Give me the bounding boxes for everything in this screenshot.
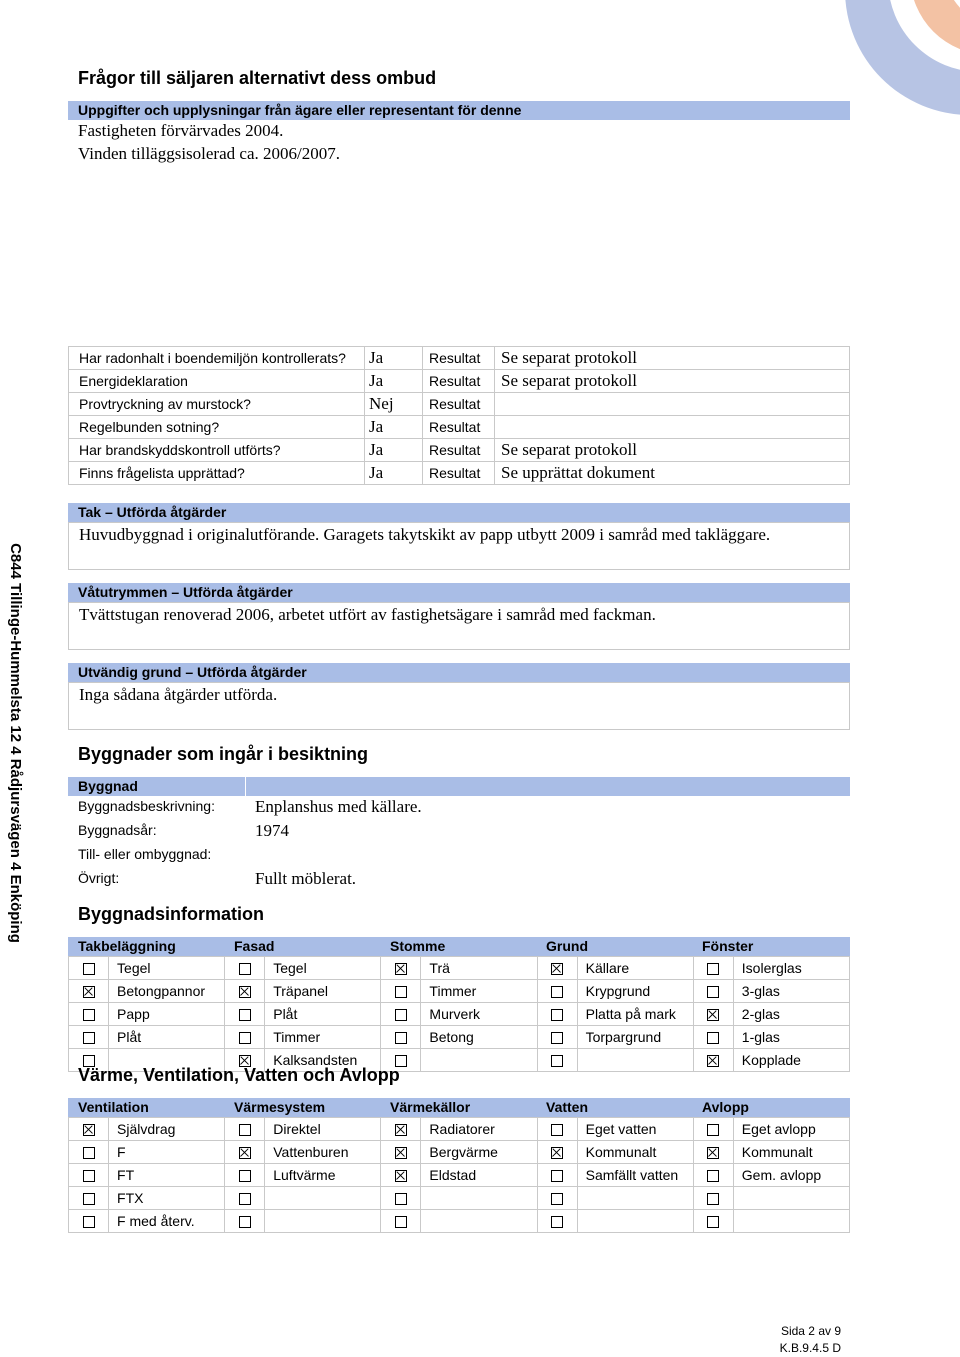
hvac-option-label: F med återv. [109, 1210, 225, 1233]
building-info-checkbox-cell [225, 957, 265, 980]
hvac-option-label: Gem. avlopp [733, 1164, 849, 1187]
checkbox-icon[interactable] [395, 1032, 407, 1044]
checkbox-icon[interactable] [83, 1147, 95, 1159]
check-result-label: Resultat [423, 370, 495, 393]
check-answer: Ja [365, 439, 423, 462]
building-info-column-header: Takbeläggning [78, 938, 176, 954]
check-answer: Ja [365, 370, 423, 393]
checkbox-icon[interactable] [239, 1009, 251, 1021]
checkbox-icon[interactable] [551, 1193, 563, 1205]
hvac-checkbox-cell [381, 1141, 421, 1164]
check-result: Se separat protokoll [495, 347, 850, 370]
owner-line-2: Vinden tilläggsisolerad ca. 2006/2007. [78, 144, 340, 163]
checked-checkbox-icon[interactable] [707, 1009, 719, 1021]
checkbox-icon[interactable] [707, 1216, 719, 1228]
hvac-checkbox-cell [69, 1210, 109, 1233]
checkbox-icon[interactable] [83, 1216, 95, 1228]
hvac-checkbox-cell [693, 1164, 733, 1187]
check-row [69, 370, 850, 393]
building-info-option-label [421, 1049, 537, 1072]
hvac-checkbox-cell [381, 1210, 421, 1233]
building-info-column-header: Fönster [702, 938, 754, 954]
check-question: Har brandskyddskontroll utförts? [69, 439, 365, 462]
building-info-checkbox-cell [537, 980, 577, 1003]
building-info-checkbox-cell [381, 980, 421, 1003]
hvac-checkbox-cell [69, 1141, 109, 1164]
building-field-label: Till- eller ombyggnad: [78, 846, 212, 862]
hvac-checkbox-cell [69, 1118, 109, 1141]
hvac-column-header: Ventilation [78, 1099, 149, 1115]
check-answer: Nej [365, 393, 423, 416]
checkbox-icon[interactable] [83, 1170, 95, 1182]
page-title: Frågor till säljaren alternativt dess ombud [78, 68, 437, 88]
building-info-option-label: Träpanel [265, 980, 381, 1003]
hvac-row [69, 1141, 850, 1164]
foundation-measures-box [68, 682, 850, 730]
checked-checkbox-icon[interactable] [83, 1124, 95, 1136]
hvac-header [68, 1098, 850, 1117]
hvac-option-label: Eget vatten [577, 1118, 693, 1141]
building-info-row [69, 957, 850, 980]
building-field-value: 1974 [255, 821, 289, 840]
building-info-header [68, 937, 850, 956]
checkbox-icon[interactable] [707, 1193, 719, 1205]
building-field-value: Enplanshus med källare. [255, 797, 422, 816]
checked-checkbox-icon[interactable] [707, 1147, 719, 1159]
hvac-table [68, 1117, 850, 1233]
checkbox-icon[interactable] [83, 1193, 95, 1205]
checkbox-icon[interactable] [83, 963, 95, 975]
checked-checkbox-icon[interactable] [83, 986, 95, 998]
checkbox-icon[interactable] [707, 1032, 719, 1044]
checkbox-icon[interactable] [551, 986, 563, 998]
roof-measures-text: Huvudbyggnad i originalutförande. Garagets takytskikt av papp utbytt 2009 i samråd med takläggare. [79, 525, 771, 544]
hvac-row [69, 1164, 850, 1187]
checkbox-icon[interactable] [83, 1032, 95, 1044]
building-info-row [69, 980, 850, 1003]
checkbox-icon[interactable] [551, 1216, 563, 1228]
building-info-option-label: Timmer [421, 980, 537, 1003]
building-info-checkbox-cell [537, 957, 577, 980]
building-info-checkbox-cell [693, 957, 733, 980]
checked-checkbox-icon[interactable] [395, 963, 407, 975]
hvac-checkbox-cell [381, 1164, 421, 1187]
hvac-checkbox-cell [225, 1141, 265, 1164]
side-document-label: C844 Tillinge-Hummelsta 12 4 Rådjursvägen 4 Enköping [7, 543, 24, 943]
owner-line-1: Fastigheten förvärvades 2004. [78, 121, 284, 140]
checkbox-icon[interactable] [239, 1170, 251, 1182]
building-info-checkbox-cell [693, 1026, 733, 1049]
hvac-checkbox-cell [69, 1187, 109, 1210]
wetroom-measures-header: Våtutrymmen – Utförda åtgärder [68, 583, 850, 602]
checkbox-icon[interactable] [83, 1009, 95, 1021]
building-info-option-label: Torpargrund [577, 1026, 693, 1049]
building-info-checkbox-cell [225, 980, 265, 1003]
hvac-checkbox-cell [537, 1164, 577, 1187]
building-info-checkbox-cell [225, 1026, 265, 1049]
hvac-option-label: Direktel [265, 1118, 381, 1141]
building-info-checkbox-cell [381, 1003, 421, 1026]
checked-checkbox-icon[interactable] [551, 1147, 563, 1159]
building-info-checkbox-cell [537, 1049, 577, 1072]
hvac-checkbox-cell [225, 1118, 265, 1141]
check-question: Provtryckning av murstock? [69, 393, 365, 416]
roof-measures-header: Tak – Utförda åtgärder [68, 503, 850, 522]
hvac-option-label [265, 1187, 381, 1210]
building-info-option-label: Kalksandsten [265, 1049, 381, 1072]
check-answer: Ja [365, 416, 423, 439]
building-info-option-label: Trä [421, 957, 537, 980]
check-result-label: Resultat [423, 393, 495, 416]
check-result-label: Resultat [423, 439, 495, 462]
building-info-table [68, 956, 850, 1072]
checked-checkbox-icon[interactable] [395, 1147, 407, 1159]
hvac-checkbox-cell [225, 1187, 265, 1210]
building-info-option-label: 1-glas [733, 1026, 849, 1049]
building-info-option-label [577, 1049, 693, 1072]
hvac-option-label [265, 1210, 381, 1233]
building-info-column-header: Stomme [390, 938, 446, 954]
building-info-option-label: Tegel [109, 957, 225, 980]
building-info-checkbox-cell [381, 957, 421, 980]
hvac-option-label: Självdrag [109, 1118, 225, 1141]
hvac-option-label: F [109, 1141, 225, 1164]
check-question: Finns frågelista upprättad? [69, 462, 365, 485]
building-info-checkbox-cell [537, 1026, 577, 1049]
checked-checkbox-icon[interactable] [707, 1055, 719, 1067]
hvac-option-label [421, 1187, 537, 1210]
checkbox-icon[interactable] [707, 986, 719, 998]
checkbox-icon[interactable] [395, 1009, 407, 1021]
building-info-row [69, 1003, 850, 1026]
hvac-checkbox-cell [693, 1187, 733, 1210]
hvac-option-label: Bergvärme [421, 1141, 537, 1164]
hvac-option-label [577, 1210, 693, 1233]
check-result-label: Resultat [423, 462, 495, 485]
check-result: Se separat protokoll [495, 370, 850, 393]
hvac-title: Värme, Ventilation, Vatten och Avlopp [78, 1065, 400, 1085]
check-row [69, 347, 850, 370]
checkbox-icon[interactable] [395, 1216, 407, 1228]
check-result: Se upprättat dokument [495, 462, 850, 485]
hvac-checkbox-cell [69, 1164, 109, 1187]
building-info-column-header: Grund [546, 938, 588, 954]
building-info-option-label: Papp [109, 1003, 225, 1026]
hvac-option-label: FT [109, 1164, 225, 1187]
hvac-option-label: Luftvärme [265, 1164, 381, 1187]
building-info-option-label: Tegel [265, 957, 381, 980]
hvac-option-label: Samfällt vatten [577, 1164, 693, 1187]
check-row [69, 439, 850, 462]
checkbox-icon[interactable] [551, 1055, 563, 1067]
hvac-row [69, 1118, 850, 1141]
hvac-column-header: Värmekällor [390, 1099, 471, 1115]
building-info-checkbox-cell [69, 1026, 109, 1049]
building-info-option-label: Källare [577, 957, 693, 980]
hvac-option-label: Vattenburen [265, 1141, 381, 1164]
checked-checkbox-icon[interactable] [239, 1147, 251, 1159]
hvac-option-label [577, 1187, 693, 1210]
checked-checkbox-icon[interactable] [551, 963, 563, 975]
building-info-checkbox-cell [69, 980, 109, 1003]
hvac-checkbox-cell [693, 1141, 733, 1164]
building-info-checkbox-cell [537, 1003, 577, 1026]
checkbox-icon[interactable] [551, 1009, 563, 1021]
hvac-checkbox-cell [693, 1210, 733, 1233]
building-info-option-label: Betongpannor [109, 980, 225, 1003]
building-info-option-label: 3-glas [733, 980, 849, 1003]
hvac-checkbox-cell [225, 1210, 265, 1233]
hvac-checkbox-cell [693, 1118, 733, 1141]
checks-table [68, 346, 850, 485]
checkbox-icon[interactable] [239, 1216, 251, 1228]
hvac-checkbox-cell [381, 1118, 421, 1141]
check-question: Har radonhalt i boendemiljön kontrollerats? [69, 347, 365, 370]
foundation-measures-text: Inga sådana åtgärder utförda. [79, 685, 278, 704]
hvac-checkbox-cell [537, 1187, 577, 1210]
roof-measures-box [68, 522, 850, 570]
check-answer: Ja [365, 462, 423, 485]
buildings-header: Byggnad [68, 777, 850, 796]
checkbox-icon[interactable] [707, 1170, 719, 1182]
checkbox-icon[interactable] [395, 986, 407, 998]
building-info-option-label: Betong [421, 1026, 537, 1049]
check-row [69, 462, 850, 485]
building-info-option-label: Timmer [265, 1026, 381, 1049]
building-info-title: Byggnadsinformation [78, 904, 265, 924]
checked-checkbox-icon[interactable] [395, 1170, 407, 1182]
document-ref: K.B.9.4.5 D [779, 1341, 841, 1355]
building-info-option-label: Kopplade [733, 1049, 849, 1072]
hvac-option-label: Kommunalt [577, 1141, 693, 1164]
check-question: Energideklaration [69, 370, 365, 393]
buildings-title: Byggnader som ingår i besiktning [78, 744, 369, 764]
checked-checkbox-icon[interactable] [239, 986, 251, 998]
hvac-option-label: Radiatorer [421, 1118, 537, 1141]
building-info-checkbox-cell [381, 1026, 421, 1049]
hvac-column-header: Avlopp [702, 1099, 749, 1115]
building-info-row [69, 1026, 850, 1049]
checkbox-icon[interactable] [551, 1170, 563, 1182]
check-answer: Ja [365, 347, 423, 370]
hvac-option-label [733, 1210, 849, 1233]
building-info-checkbox-cell [693, 1003, 733, 1026]
checkbox-icon[interactable] [395, 1193, 407, 1205]
check-result [495, 416, 850, 439]
hvac-column-header: Värmesystem [234, 1099, 326, 1115]
check-result-label: Resultat [423, 347, 495, 370]
check-result-label: Resultat [423, 416, 495, 439]
hvac-option-label [733, 1187, 849, 1210]
check-row [69, 393, 850, 416]
check-result: Se separat protokoll [495, 439, 850, 462]
building-field-label: Övrigt: [78, 870, 120, 886]
building-info-column-header: Fasad [234, 938, 275, 954]
building-info-option-label: Isolerglas [733, 957, 849, 980]
checkbox-icon[interactable] [239, 1032, 251, 1044]
owner-section-header: Uppgifter och upplysningar från ägare eller representant för denne [68, 101, 850, 120]
building-field-value: Fullt möblerat. [255, 869, 357, 888]
checkbox-icon[interactable] [551, 1032, 563, 1044]
corner-decoration [840, 0, 960, 145]
building-info-option-label: Krypgrund [577, 980, 693, 1003]
checkbox-icon[interactable] [239, 1124, 251, 1136]
hvac-option-label: Eget avlopp [733, 1118, 849, 1141]
building-field-label: Byggnadsår: [78, 822, 157, 838]
wetroom-measures-text: Tvättstugan renoverad 2006, arbetet utfört av fastighetsägare i samråd med fackman. [79, 605, 656, 624]
hvac-option-label [421, 1210, 537, 1233]
checkbox-icon[interactable] [707, 1124, 719, 1136]
hvac-option-label: FTX [109, 1187, 225, 1210]
check-result [495, 393, 850, 416]
wetroom-measures-box [68, 602, 850, 650]
building-info-checkbox-cell [693, 980, 733, 1003]
building-field-label: Byggnadsbeskrivning: [78, 798, 215, 814]
building-info-checkbox-cell [69, 1003, 109, 1026]
hvac-column-header: Vatten [546, 1099, 589, 1115]
hvac-row [69, 1210, 850, 1233]
checked-checkbox-icon[interactable] [395, 1124, 407, 1136]
building-info-option-label: Plåt [109, 1026, 225, 1049]
building-info-option-label: 2-glas [733, 1003, 849, 1026]
hvac-checkbox-cell [381, 1187, 421, 1210]
checkbox-icon[interactable] [239, 963, 251, 975]
hvac-checkbox-cell [537, 1118, 577, 1141]
checkbox-icon[interactable] [239, 1193, 251, 1205]
check-question: Regelbunden sotning? [69, 416, 365, 439]
hvac-row [69, 1187, 850, 1210]
hvac-option-label: Eldstad [421, 1164, 537, 1187]
building-info-option-label: Platta på mark [577, 1003, 693, 1026]
hvac-option-label: Kommunalt [733, 1141, 849, 1164]
buildings-header-divider [245, 777, 246, 796]
check-row [69, 416, 850, 439]
building-info-checkbox-cell [225, 1003, 265, 1026]
foundation-measures-header: Utvändig grund – Utförda åtgärder [68, 663, 850, 682]
building-info-checkbox-cell [69, 957, 109, 980]
checkbox-icon[interactable] [551, 1124, 563, 1136]
checkbox-icon[interactable] [707, 963, 719, 975]
hvac-checkbox-cell [537, 1210, 577, 1233]
page-number: Sida 2 av 9 [780, 1324, 841, 1338]
building-info-option-label: Plåt [265, 1003, 381, 1026]
hvac-checkbox-cell [537, 1141, 577, 1164]
building-info-option-label: Murverk [421, 1003, 537, 1026]
hvac-checkbox-cell [225, 1164, 265, 1187]
building-info-checkbox-cell [693, 1049, 733, 1072]
